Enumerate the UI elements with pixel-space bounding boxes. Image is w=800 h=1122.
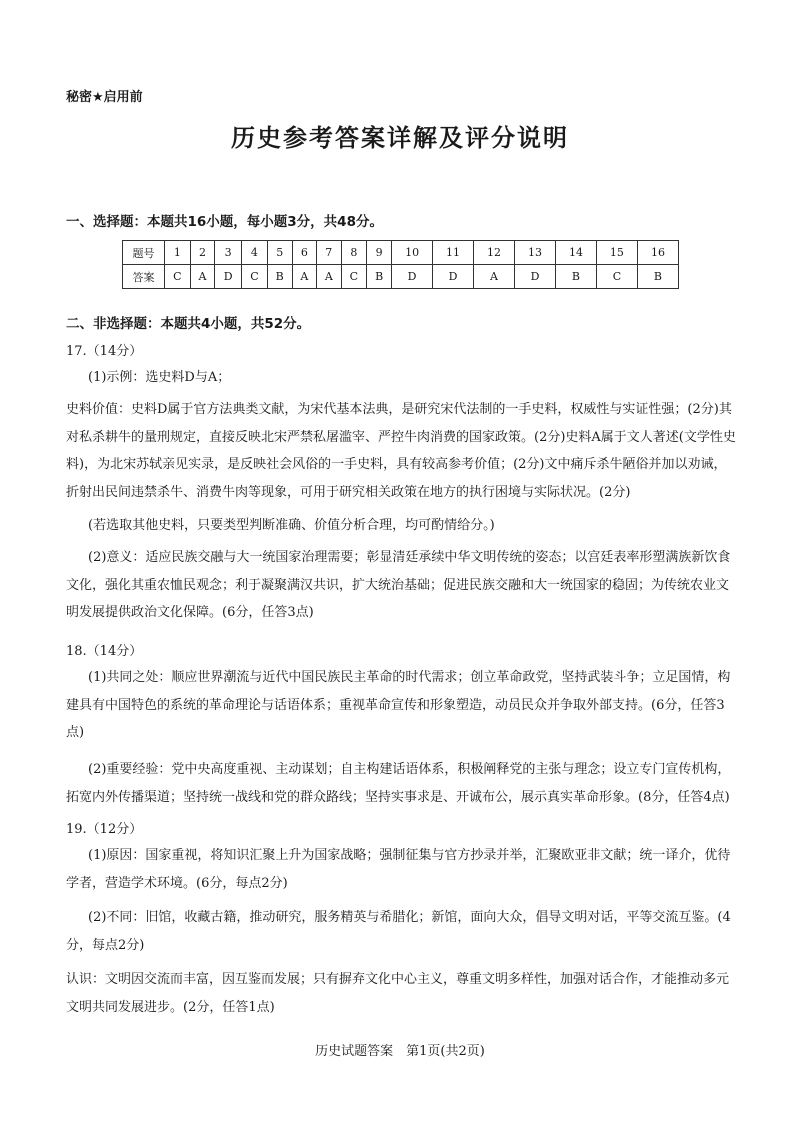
table-cell: D — [433, 265, 474, 289]
section-1-heading: 一、选择题：本题共16小题，每小题3分，共48分。 — [66, 214, 383, 230]
table-cell: 5 — [267, 241, 292, 265]
question-18-label: 18.（14分） — [66, 644, 143, 659]
q18-part1: (1)共同之处：顺应世界潮流与近代中国民族民主革命的时代需求；创立革命政党，坚持武装斗争；立足国情，构建具有中国特色的系统的革命理论与话语体系；重视革命宣传和形象塑造，动员民众并争取外部支持。(6分，任答3点) — [66, 670, 731, 740]
page-footer: 历史试题答案 第1页(共2页) — [315, 1044, 485, 1059]
table-cell: B — [267, 265, 292, 289]
page-title: 历史参考答案详解及评分说明 — [231, 124, 569, 152]
table-cell: A — [292, 265, 316, 289]
table-cell: C — [242, 265, 268, 289]
section-2-heading: 二、非选择题：本题共4小题，共52分。 — [66, 316, 311, 332]
table-cell: 13 — [515, 241, 556, 265]
table-cell-label: 答案 — [123, 265, 165, 289]
q18-part2: (2)重要经验：党中央高度重视、主动谋划；自主构建话语体系，积极阐释党的主张与理念；设立专门宣传机构，拓宽内外传播渠道；坚持统一战线和党的群众路线；坚持实事求是、开诚布公，展示真实革命形象。(8分，任答4点) — [66, 762, 731, 805]
table-cell: C — [596, 265, 637, 289]
q17-source-value: 史料价值：史料D属于官方法典类文献，为宋代基本法典，是研究宋代法制的一手史料，权威性与实证性强；(2分)其对私杀耕牛的量刑规定，直接反映北宋严禁私屠滥宰、严控牛肉消费的国家政策。(2分)史料A属于文人著述(文学性史料)，为北宋苏轼亲见实录，是反映社会风俗的一手史料，具有较高参考价值；(2分)文中痛斥杀牛陋俗并加以劝诫，折射出民间违禁杀牛、消费牛肉等现象，可用于研究相关政策在地方的执行困境与实际状况。(2分) — [66, 402, 736, 500]
question-19-label: 19.（12分） — [66, 822, 143, 837]
table-cell: C — [165, 265, 191, 289]
table-cell: A — [190, 265, 214, 289]
answer-table — [122, 240, 679, 289]
table-cell: D — [215, 265, 242, 289]
table-cell: B — [367, 265, 392, 289]
q19-part1: (1)原因：国家重视，将知识汇聚上升为国家战略；强制征集与官方抄录并举，汇聚欧亚非文献；统一译介，优待学者，营造学术环境。(6分，每点2分) — [66, 848, 731, 891]
table-cell: A — [317, 265, 341, 289]
table-cell: 7 — [317, 241, 341, 265]
table-cell: 8 — [341, 241, 367, 265]
q17-part2: (2)意义：适应民族交融与大一统国家治理需要；彰显清廷承续中华文明传统的姿态；以宫廷表率形塑满族新饮食文化，强化其重农恤民观念；利于凝聚满汉共识，扩大统治基础；促进民族交融和大一统国家的稳固；为传统农业文明发展提供政治文化保障。(6分，任答3点) — [66, 550, 731, 620]
table-cell: 1 — [165, 241, 191, 265]
q17-part1: (1)示例：选史料D与A； — [88, 370, 231, 385]
q19-part2: (2)不同：旧馆，收藏古籍，推动研究，服务精英与希腊化；新馆，面向大众，倡导文明对话，平等交流互鉴。(4分，每点2分) — [66, 910, 731, 953]
table-cell: 12 — [474, 241, 515, 265]
q17-note: (若选取其他史料，只要类型判断准确、价值分析合理，均可酌情给分。) — [88, 518, 495, 533]
table-cell: 9 — [367, 241, 392, 265]
table-cell: 10 — [392, 241, 433, 265]
confidential-mark: 秘密★启用前 — [66, 90, 143, 105]
table-row-answers — [123, 265, 679, 289]
table-cell: B — [555, 265, 596, 289]
table-cell: 6 — [292, 241, 316, 265]
table-cell: D — [392, 265, 433, 289]
table-cell: 16 — [637, 241, 678, 265]
table-cell: 4 — [242, 241, 268, 265]
table-cell: 11 — [433, 241, 474, 265]
table-cell: 14 — [555, 241, 596, 265]
table-cell: D — [515, 265, 556, 289]
table-cell: C — [341, 265, 367, 289]
table-cell: B — [637, 265, 678, 289]
question-17-label: 17.（14分） — [66, 344, 143, 359]
q19-understanding: 认识：文明因交流而丰富，因互鉴而发展；只有摒弃文化中心主义，尊重文明多样性，加强对话合作，才能推动多元文明共同发展进步。(2分，任答1点) — [66, 972, 730, 1015]
table-cell: 3 — [215, 241, 242, 265]
table-cell-label: 题号 — [123, 241, 165, 265]
table-row-numbers — [123, 241, 679, 265]
table-cell: A — [474, 265, 515, 289]
table-cell: 15 — [596, 241, 637, 265]
table-cell: 2 — [190, 241, 214, 265]
